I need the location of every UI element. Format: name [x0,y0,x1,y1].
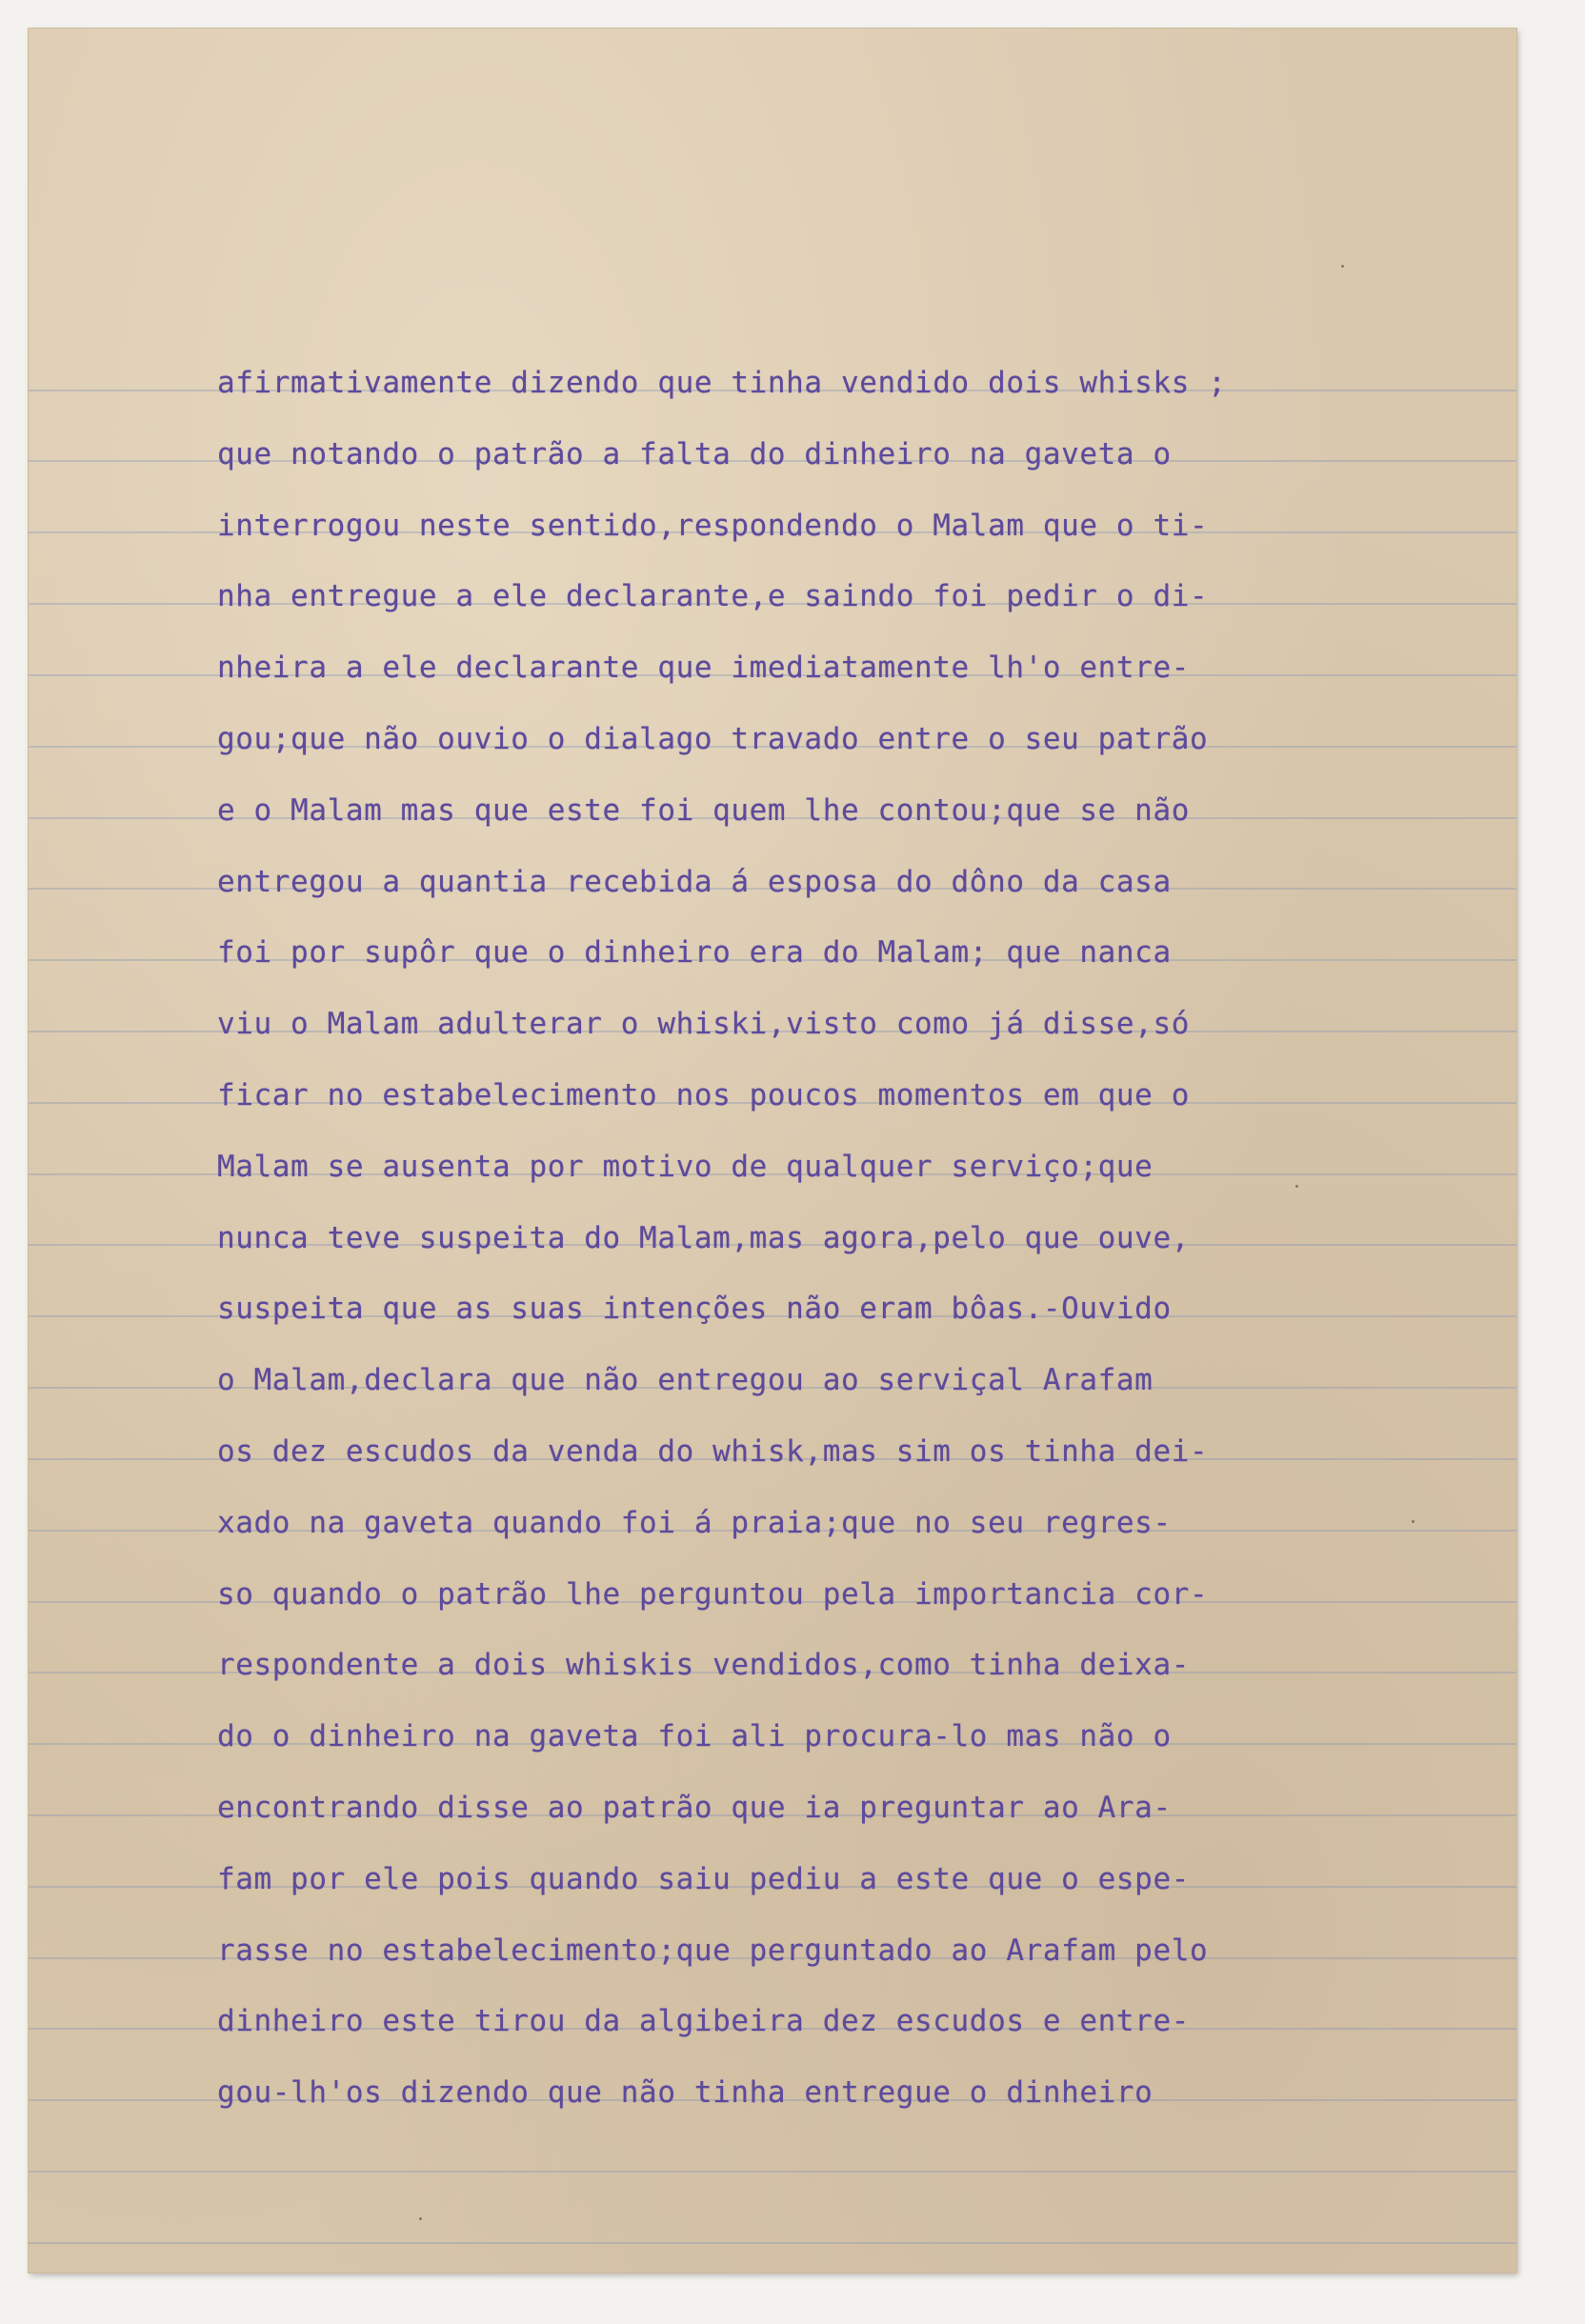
text-line: ficar no estabelecimento nos poucos momentos em que o [217,1077,1190,1112]
text-line: respondente a dois whiskis vendidos,como tinha deixa- [217,1648,1190,1683]
typed-text-block [217,348,1436,2129]
paper-speck [419,2217,422,2220]
text-line: encontrando disse ao patrão que ia preguntar ao Ara- [217,1790,1172,1825]
text-line: foi por supôr que o dinheiro era do Malam; que nanca [217,935,1172,971]
text-line: nheira a ele declarante que imediatamente lh'o entre- [217,651,1190,686]
text-line: afirmativamente dizendo que tinha vendido dois whisks ; [217,366,1227,400]
text-line: os dez escudos da venda do whisk,mas sim os tinha dei- [217,1433,1209,1469]
text-line: xado na gaveta quando foi á praia;que no seu regres- [217,1505,1172,1540]
text-line: rasse no estabelecimento;que perguntado ao Arafam pelo [217,1933,1209,1968]
paper-speck [1341,265,1344,268]
text-line: nunca teve suspeita do Malam,mas agora,pelo que ouve, [217,1220,1190,1255]
text-line: fam por ele pois quando saiu pediu a este que o espe- [217,1861,1190,1896]
ruled-line [29,2171,1516,2173]
ruled-line [29,2242,1516,2244]
text-line: dinheiro este tirou da algibeira dez escudos e entre- [217,2004,1190,2039]
text-line: o Malam,declara que não entregou ao serviçal Arafam [217,1363,1154,1398]
text-line: gou;que não ouvio o dialago travado entre o seu patrão [217,721,1209,756]
typewritten-page [29,29,1516,2273]
text-line: nha entregue a ele declarante,e saindo foi pedir o di- [217,579,1209,614]
text-line: que notando o patrão a falta do dinheiro na gaveta o [217,436,1172,471]
text-line: gou-lh'os dizendo que não tinha entregue o dinheiro [217,2075,1154,2111]
text-line: interrogou neste sentido,respondendo o Malam que o ti- [217,508,1209,543]
text-line: viu o Malam adulterar o whiski,visto como já disse,só [217,1007,1190,1042]
text-line: do o dinheiro na gaveta foi ali procura-lo mas não o [217,1719,1172,1754]
text-line: e o Malam mas que este foi quem lhe contou;que se não [217,792,1190,828]
text-line: so quando o patrão lhe perguntou pela importancia cor- [217,1576,1209,1612]
text-line: Malam se ausenta por motivo de qualquer serviço;que [217,1149,1154,1184]
text-line: suspeita que as suas intenções não eram bôas.-Ouvido [217,1292,1172,1327]
text-line: entregou a quantia recebida á esposa do dôno da casa [217,864,1172,899]
